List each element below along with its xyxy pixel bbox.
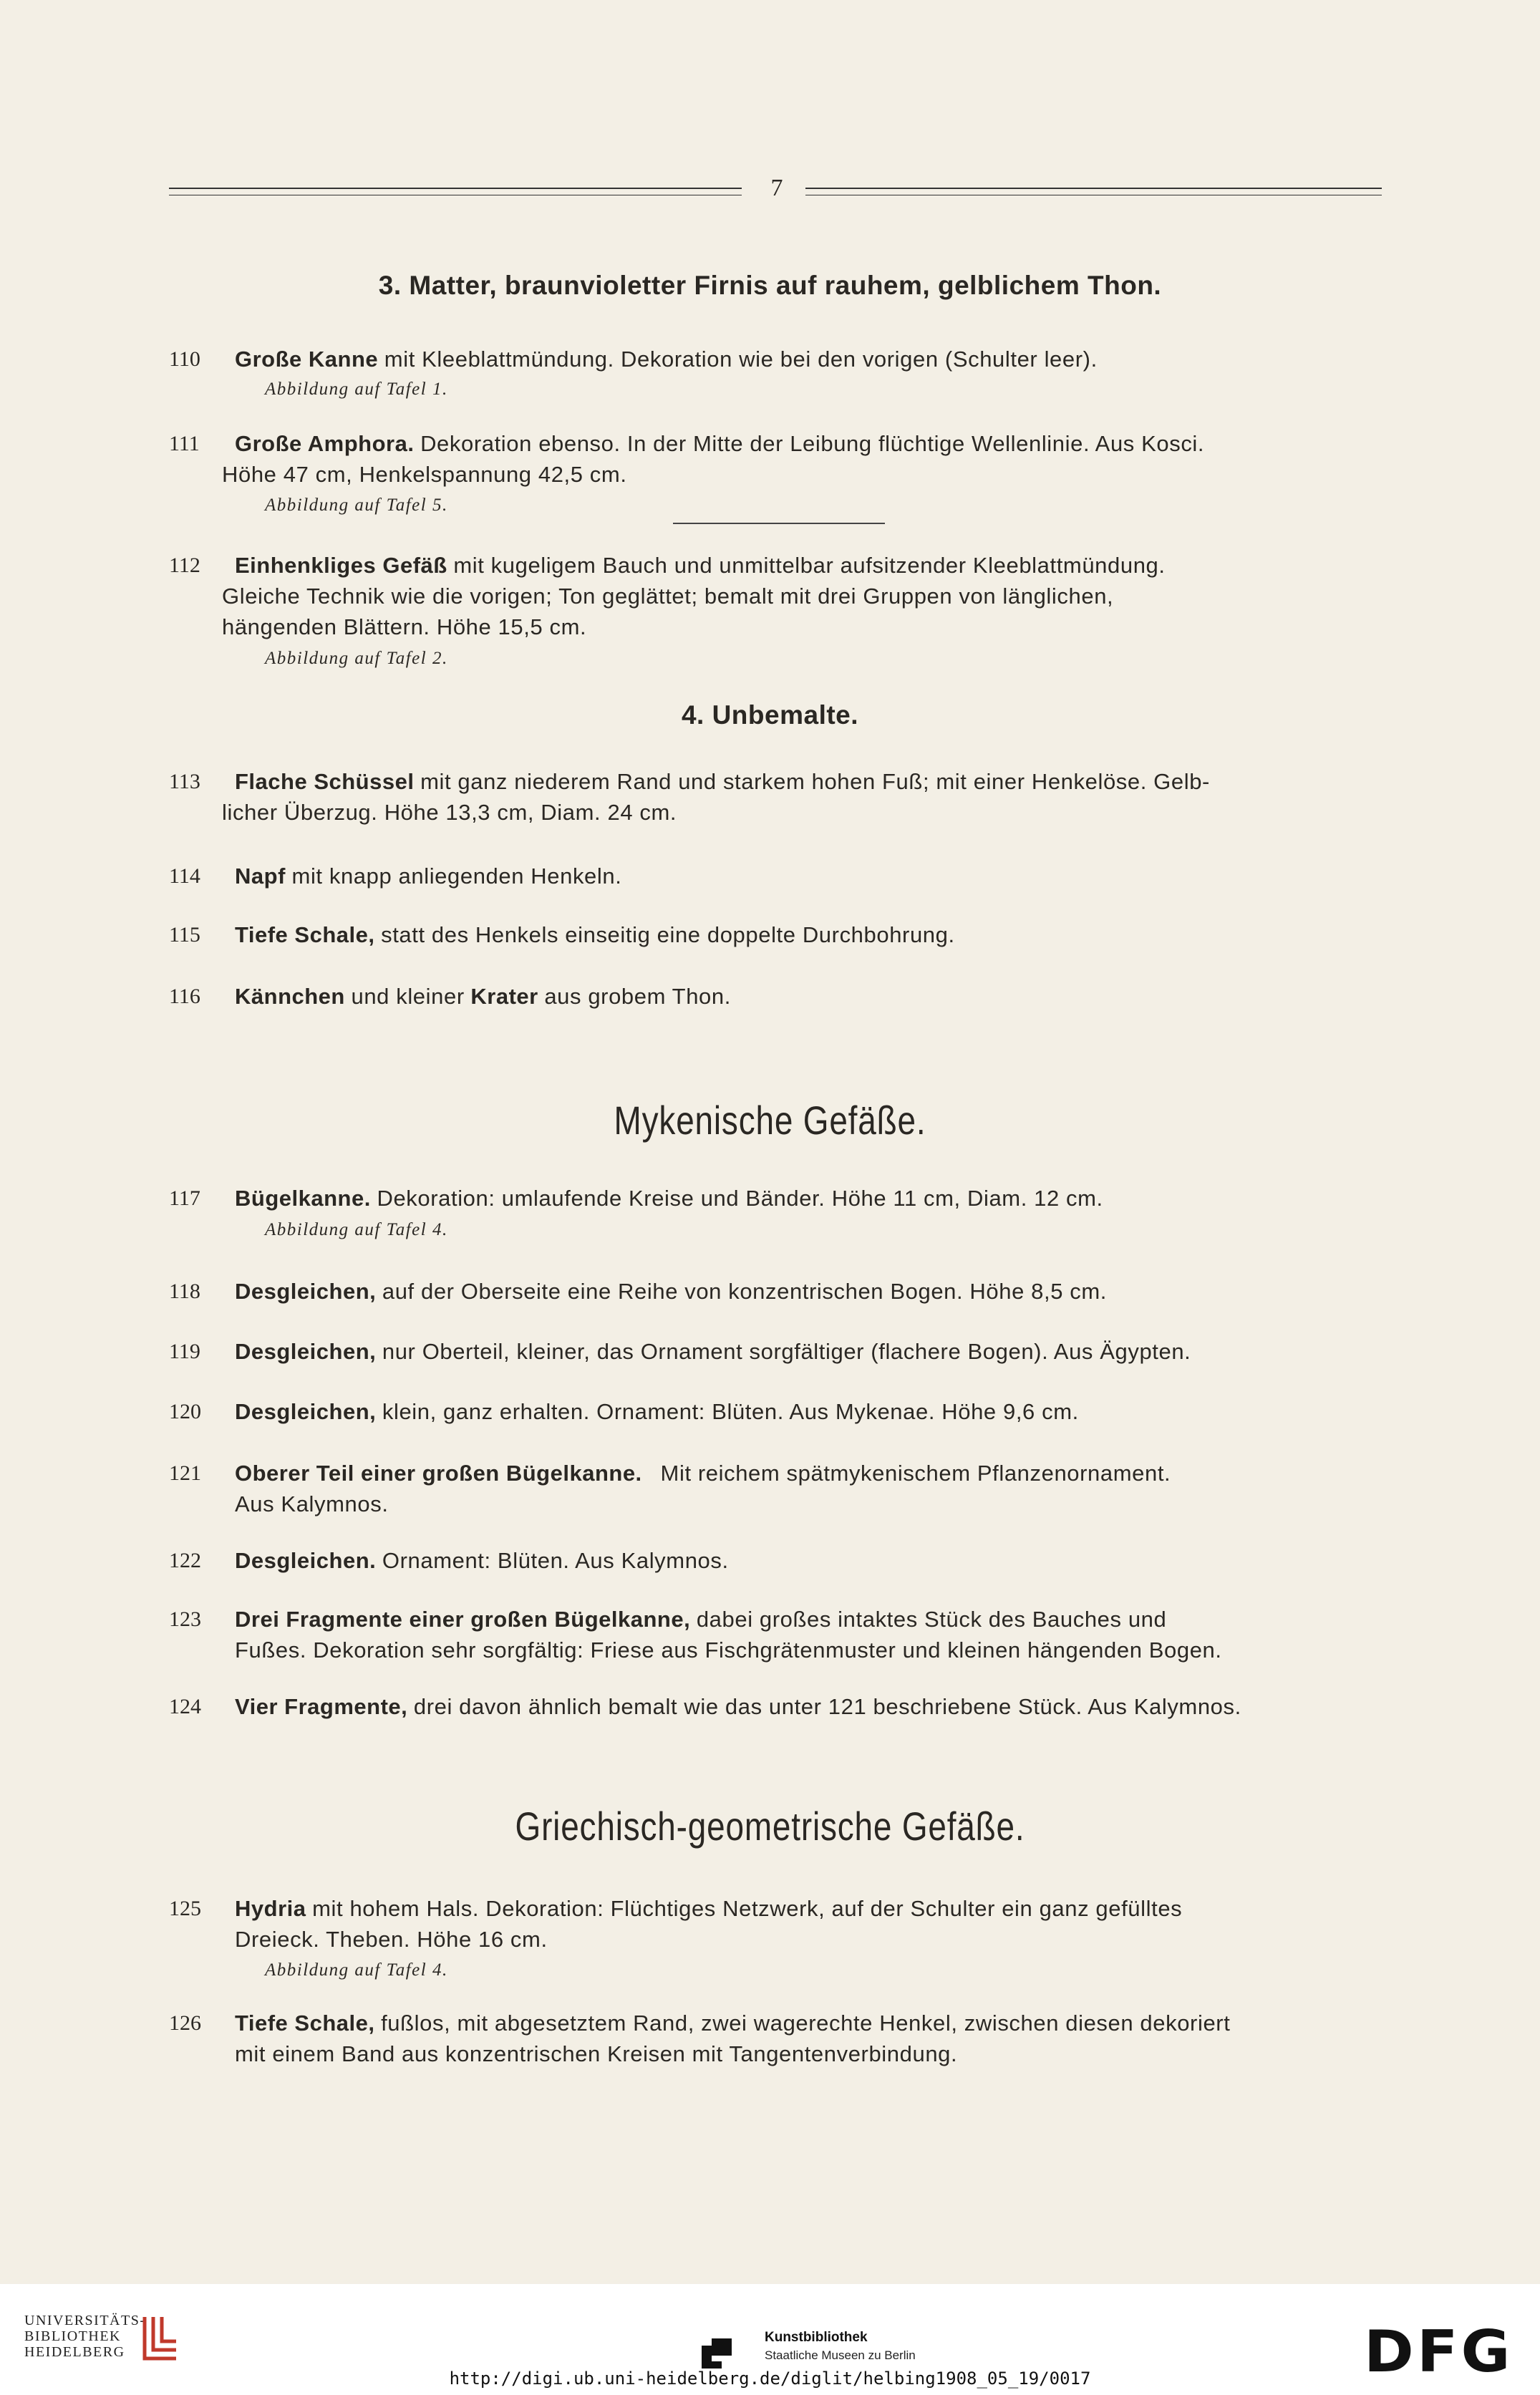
page-number: 7	[770, 175, 783, 201]
catalog-entry-110	[169, 344, 1386, 374]
entry-text: mit Kleeblattmündung. Dekoration wie bei den vorigen (Schulter leer).	[384, 347, 1098, 372]
entry-text: mit knapp anliegenden Henkeln.	[291, 863, 622, 889]
section-heading-geometrische: Griechisch-geometrische Gefäße.	[515, 1804, 1025, 1849]
kunstbibliothek-title[interactable]: Kunstbibliothek	[765, 2330, 868, 2345]
entry-title: Kännchen	[235, 984, 345, 1009]
separator-rule	[673, 523, 885, 524]
kunstbibliothek-subtitle: Staatliche Museen zu Berlin	[765, 2348, 916, 2362]
catalog-entry-111	[169, 428, 1386, 490]
entry-title: Große Amphora.	[235, 431, 415, 456]
ub-logo-line: HEIDELBERG	[24, 2344, 125, 2360]
section-heading-3: 3. Matter, braunvioletter Firnis auf rauhem, gelblichem Thon.	[378, 271, 1162, 300]
permalink-url[interactable]: http://digi.ub.uni-heidelberg.de/diglit/helbing1908_05_19/0017	[449, 2369, 1091, 2389]
ub-logo-line: BIBLIOTHEK	[24, 2328, 121, 2344]
entry-text: aus grobem Thon.	[544, 984, 731, 1009]
entry-text: Höhe 47 cm, Henkelspannung 42,5 cm.	[222, 462, 627, 487]
catalog-entry-112	[169, 550, 1386, 642]
entry-number: 111	[169, 432, 200, 455]
dfg-logo[interactable]: DFG	[1364, 2318, 1514, 2385]
entry-title: Desgleichen,	[235, 1339, 377, 1364]
plate-reference: Abbildung auf Tafel 4.	[265, 1220, 448, 1239]
ub-logo-line: UNIVERSITÄTS-	[24, 2313, 146, 2328]
catalog-entry-125	[169, 1893, 1386, 1955]
entry-number: 120	[169, 1400, 201, 1423]
entry-text: Dekoration ebenso. In der Mitte der Leibung flüchtige Wellenlinie. Aus Kosci.	[420, 431, 1205, 456]
section-heading-mykenische: Mykenische Gefäße.	[614, 1098, 926, 1143]
entry-title: Flache Schüssel	[235, 769, 415, 794]
entry-number: 126	[169, 2011, 201, 2035]
plate-reference: Abbildung auf Tafel 2.	[265, 649, 448, 668]
entry-number: 117	[169, 1186, 200, 1210]
entry-number: 122	[169, 1549, 201, 1572]
kunstbibliothek-logo-icon	[702, 2338, 732, 2369]
entry-text: Ornament: Blüten. Aus Kalymnos.	[382, 1548, 729, 1573]
entry-text: dabei großes intaktes Stück des Bauches und	[696, 1607, 1167, 1632]
catalog-entry-118	[169, 1276, 1386, 1307]
entry-title: Tiefe Schale,	[235, 922, 375, 947]
entry-text: Fußes. Dekoration sehr sorgfältig: Friese aus Fischgrätenmuster und kleinen hängenden Bogen.	[235, 1637, 1222, 1663]
entry-title: Tiefe Schale,	[235, 2011, 375, 2036]
entry-text: drei davon ähnlich bemalt wie das unter 121 beschriebene Stück. Aus Kalymnos.	[413, 1694, 1241, 1719]
ub-logo-icon	[139, 2313, 182, 2363]
entry-text: fußlos, mit abgesetztem Rand, zwei wagerechte Henkel, zwischen diesen dekoriert	[381, 2011, 1231, 2036]
entry-title: Große Kanne	[235, 347, 379, 372]
header-rule-right	[805, 188, 1382, 198]
entry-text: auf der Oberseite eine Reihe von konzentrischen Bogen. Höhe 8,5 cm.	[382, 1279, 1107, 1304]
entry-title: Napf	[235, 863, 286, 889]
entry-title: Drei Fragmente einer großen Bügelkanne,	[235, 1607, 691, 1632]
entry-text: mit kugeligem Bauch und unmittelbar aufsitzender Kleeblattmündung.	[453, 553, 1166, 578]
entry-title: Hydria	[235, 1896, 306, 1921]
entry-title: Bügelkanne.	[235, 1186, 371, 1211]
entry-number: 110	[169, 347, 200, 371]
catalog-entry-116	[169, 981, 1386, 1012]
section-heading-4: 4. Unbemalte.	[681, 700, 859, 730]
entry-number: 113	[169, 770, 200, 793]
catalog-entry-114	[169, 861, 1386, 891]
entry-text: statt des Henkels einseitig eine doppelte Durchbohrung.	[381, 922, 955, 947]
entry-title: Einhenkliges Gefäß	[235, 553, 447, 578]
catalog-entry-113	[169, 766, 1386, 828]
entry-text: mit ganz niederem Rand und starkem hohen Fuß; mit einer Henkelöse. Gelb-	[420, 769, 1210, 794]
entry-text: und kleiner	[351, 984, 465, 1009]
entry-number: 123	[169, 1607, 201, 1631]
entry-text: hängenden Blättern. Höhe 15,5 cm.	[222, 614, 587, 639]
entry-title: Oberer Teil einer großen Bügelkanne.	[235, 1461, 642, 1486]
entry-title: Desgleichen,	[235, 1279, 377, 1304]
entry-number: 119	[169, 1340, 200, 1363]
catalog-entry-121	[169, 1458, 1386, 1519]
catalog-entry-119	[169, 1336, 1386, 1367]
entry-text: Gleiche Technik wie die vorigen; Ton geglättet; bemalt mit drei Gruppen von länglichen,	[222, 584, 1114, 609]
catalog-entry-123	[169, 1604, 1386, 1665]
ub-heidelberg-logo[interactable]	[24, 2313, 146, 2360]
entry-title: Desgleichen.	[235, 1548, 377, 1573]
entry-text: Aus Kalymnos.	[235, 1491, 389, 1516]
entry-text: mit einem Band aus konzentrischen Kreisen mit Tangentenverbindung.	[235, 2041, 958, 2066]
entry-number: 124	[169, 1695, 201, 1718]
catalog-entry-122	[169, 1545, 1386, 1576]
catalog-entry-120	[169, 1396, 1386, 1427]
plate-reference: Abbildung auf Tafel 5.	[265, 495, 448, 515]
entry-title: Desgleichen,	[235, 1399, 377, 1424]
entry-text: nur Oberteil, kleiner, das Ornament sorgfältiger (flachere Bogen). Aus Ägypten.	[382, 1339, 1191, 1364]
header-rule-left	[169, 188, 742, 198]
entry-text: Dekoration: umlaufende Kreise und Bänder. Höhe 11 cm, Diam. 12 cm.	[377, 1186, 1103, 1211]
entry-number: 115	[169, 923, 200, 947]
catalog-entry-124	[169, 1691, 1386, 1722]
entry-text: licher Überzug. Höhe 13,3 cm, Diam. 24 cm.	[222, 800, 677, 825]
entry-title: Vier Fragmente,	[235, 1694, 408, 1719]
entry-number: 121	[169, 1461, 201, 1485]
catalog-entry-115	[169, 919, 1386, 950]
entry-number: 125	[169, 1897, 201, 1920]
plate-reference: Abbildung auf Tafel 1.	[265, 379, 448, 399]
entry-text: klein, ganz erhalten. Ornament: Blüten. Aus Mykenae. Höhe 9,6 cm.	[382, 1399, 1079, 1424]
catalog-entry-117	[169, 1183, 1386, 1214]
entry-text: Dreieck. Theben. Höhe 16 cm.	[235, 1927, 548, 1952]
entry-text: mit hohem Hals. Dekoration: Flüchtiges Netzwerk, auf der Schulter ein ganz gefülltes	[312, 1896, 1183, 1921]
catalog-entry-126	[169, 2008, 1386, 2069]
entry-text: Mit reichem spätmykenischem Pflanzenornament.	[660, 1461, 1171, 1486]
entry-number: 114	[169, 864, 200, 888]
entry-title: Krater	[470, 984, 538, 1009]
entry-number: 112	[169, 553, 200, 577]
entry-number: 118	[169, 1279, 200, 1303]
entry-number: 116	[169, 984, 200, 1008]
plate-reference: Abbildung auf Tafel 4.	[265, 1960, 448, 1980]
